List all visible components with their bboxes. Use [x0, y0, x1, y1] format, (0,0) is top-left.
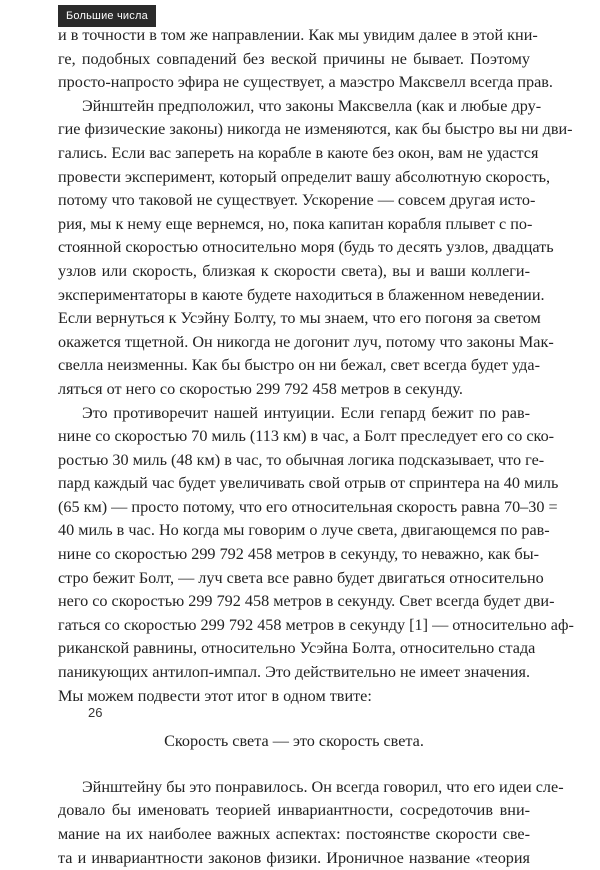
- text-line: Если вернуться к Усэйну Болту, то мы знаем, что его погоня за светом: [58, 309, 541, 328]
- text-line: Мы можем подвести этот итог в одном твите:: [58, 686, 372, 705]
- text-line: ге, подобных совпадений без веской причины не бывает. Поэтому: [58, 49, 530, 68]
- text-line: свелла неизменны. Как бы быстро он ни бежал, свет всегда будет уда-: [58, 356, 540, 375]
- tweet-quote: [58, 730, 530, 754]
- text-line: окажется тщетной. Он никогда не догонит луч, потому что законы Мак-: [58, 332, 554, 351]
- text-line: риканской равнины, относительно Усэйна Болта, относительно стада: [58, 639, 536, 658]
- text-line: пард каждый час будет увеличивать свой отрыв от спринтера на 40 миль: [58, 474, 559, 493]
- running-head: Большие числа: [58, 5, 156, 27]
- text-line: просто-напросто эфира не существует, а маэстро Максвелл всегда прав.: [58, 73, 553, 92]
- text-line: паникующих антилоп-импал. Это действительно не имеет значения.: [58, 663, 531, 682]
- text-line: нине со скоростью 70 миль (113 км) в час, а Болт преследует его со ско-: [58, 427, 555, 446]
- text-line: Эйнштейну бы это понравилось. Он всегда говорил, что его идеи сле-: [82, 777, 564, 796]
- text-line: (65 км) — просто потому, что его относительная скорость равна 70–30 =: [58, 497, 558, 516]
- text-line: довало бы именовать теорией инвариантности, сосредоточив вни-: [58, 801, 530, 820]
- text-line: стро бежит Болт, — луч света все равно будет двигаться относительно: [58, 568, 544, 587]
- text-line: ростью 30 миль (48 км) в час, то обычная логика подсказывает, что ге-: [58, 450, 545, 469]
- paragraph-1: [58, 24, 553, 95]
- text-line: него со скоростью 299 792 458 метров в секунду. Свет всегда будет дви-: [58, 592, 555, 611]
- text-line: гие физические законы) никогда не изменяются, как бы быстро вы ни дви-: [58, 120, 573, 139]
- text-line: потому что таковой не существует. Ускорение — совсем другая исто-: [58, 191, 536, 210]
- text-line: Это противоречит нашей интуиции. Если гепард бежит по рав-: [82, 403, 530, 422]
- text-line: провести эксперимент, который определит вашу абсолютную скорость,: [58, 167, 551, 186]
- text-line: 40 миль в час. Но когда мы говорим о луче света, двигающемся по рав-: [58, 521, 550, 540]
- text-line: Скорость света — это скорость света.: [164, 732, 424, 751]
- paragraph-2: [58, 95, 573, 402]
- text-line: мание на их наиболее важных аспектах: постоянстве скорости све-: [58, 825, 530, 843]
- text-line: экспериментаторы в каюте будете находиться в блаженном неведении.: [58, 285, 545, 304]
- paragraph-3: [58, 402, 574, 709]
- text-line: гаться со скоростью 299 792 458 метров в секунду [1] — относительно аф-: [58, 615, 574, 634]
- text-line: нине со скоростью 299 792 458 метров в секунду, то неважно, как бы-: [58, 545, 539, 564]
- text-line: узлов или скорость, близкая к скорости света), вы и ваши коллеги-: [58, 261, 530, 280]
- text-line: и в точности в том же направлении. Как мы увидим далее в этой кни-: [58, 26, 538, 44]
- text-line: гались. Если вас запереть на корабле в каюте без окон, вам не удастся: [58, 143, 539, 162]
- text-line: рия, мы к нему еще вернемся, но, пока капитан корабля плывет с по-: [58, 214, 533, 233]
- text-line: стоянной скоростью относительно моря (будь то десять узлов, двадцать: [58, 238, 554, 257]
- text-line: та и инвариантности законов физики. Ироничное название «теория: [58, 848, 530, 867]
- text-line: Эйнштейн предположил, что законы Максвелла (как и любые дру-: [82, 96, 542, 115]
- text-line: ляться от него со скоростью 299 792 458 метров в секунду.: [58, 379, 463, 398]
- page-number: 26: [88, 705, 103, 720]
- paragraph-5: [58, 776, 564, 870]
- body-text: [58, 24, 574, 870]
